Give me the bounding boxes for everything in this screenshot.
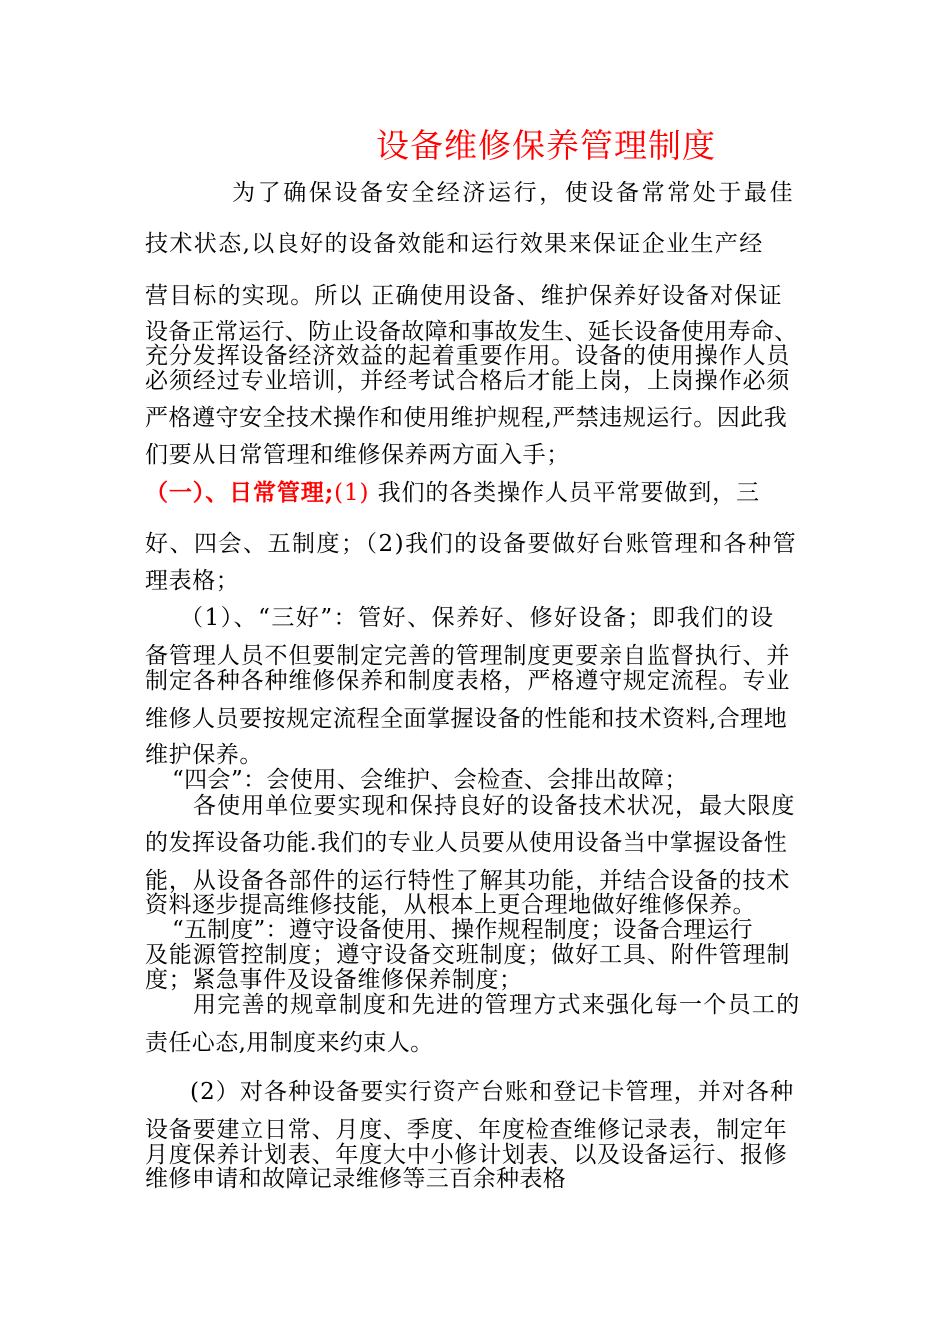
paragraph-line: 维修申请和故障记录维修等三百余种表格 <box>145 1166 567 1192</box>
paragraph-line: 及能源管控制度；遵守设备交班制度；做好工具、附件管理制 <box>145 942 791 968</box>
paragraph-line: 必须经过专业培训，并经考试合格后才能上岗，上岗操作必须 <box>145 368 791 394</box>
item-text: 我们的各类操作人员平常要做到，三 <box>369 480 760 506</box>
paragraph-line: 备管理人员不但要制定完善的管理制度更要亲自监督执行、并 <box>145 643 791 669</box>
paragraph-line: 制定各种各种维修保养和制度表格，严格遵守规定流程。专业 <box>145 668 791 694</box>
daily-management-line <box>145 478 760 508</box>
paragraph-line: 设备要建立日常、月度、季度、年度检查维修记录表，制定年 <box>145 1117 788 1143</box>
paragraph-line: 们要从日常管理和维修保养两方面入手； <box>145 442 570 468</box>
paragraph-line: 的发挥设备功能.我们的专业人员要从使用设备当中掌握设备性 <box>145 830 788 856</box>
item-number: (1) <box>334 480 370 506</box>
paragraph-line: “五制度”：遵守设备使用、操作规程制度；设备合理运行 <box>172 917 753 943</box>
paragraph-line: 营目标的实现。所以 正确使用设备、维护保养好设备对保证 <box>145 283 783 309</box>
paragraph-line: 维修人员要按规定流程全面掌握设备的性能和技术资料,合理地 <box>145 706 788 732</box>
paragraph-line: 充分发挥设备经济效益的起着重要作用。设备的使用操作人员 <box>145 343 791 369</box>
paragraph-line: 资料逐步提高维修技能，从根本上更合理地做好维修保养。 <box>145 892 756 918</box>
paragraph-line: (2）对各种设备要实行资产台账和登记卡管理，并对各种 <box>190 1079 795 1105</box>
paragraph-line: 维护保养。 <box>145 742 263 768</box>
paragraph-line: 各使用单位要实现和保持良好的设备技术状况，最大限度 <box>193 793 796 819</box>
paragraph-line: 为了确保设备安全经济运行，使设备常常处于最佳 <box>232 180 796 206</box>
paragraph-line: （1）、“三好”：管好、保养好、修好设备；即我们的设 <box>180 605 775 631</box>
paragraph-line: 好、四会、五制度；（2)我们的设备要做好台账管理和各种管 <box>145 531 798 557</box>
paragraph-line: 严格遵守安全技术操作和使用维护规程,严禁违规运行。因此我 <box>145 405 788 431</box>
paragraph-line: 技术状态,以良好的设备效能和运行效果来保证企业生产经 <box>145 231 764 257</box>
paragraph-line: 用完善的规章制度和先进的管理方式来强化每一个员工的 <box>193 992 801 1018</box>
paragraph-line: “四会”：会使用、会维护、会检查、会排出故障； <box>172 767 688 793</box>
section-heading-daily-management: （一）、日常管理; <box>145 479 335 506</box>
paragraph-line: 理表格； <box>145 568 240 594</box>
paragraph-line: 设备正常运行、防止设备故障和事故发生、延长设备使用寿命、 <box>145 319 798 345</box>
paragraph-line: 月度保养计划表、年度大中小修计划表、以及设备运行、报修 <box>145 1142 788 1168</box>
document-title: 设备维修保养管理制度 <box>376 126 716 165</box>
paragraph-line: 能，从设备各部件的运行特性了解其功能，并结合设备的技术 <box>145 868 791 894</box>
paragraph-line: 度；紧急事件及设备维修保养制度； <box>145 967 523 993</box>
paragraph-line: 责任心态,用制度来约束人。 <box>145 1030 434 1056</box>
